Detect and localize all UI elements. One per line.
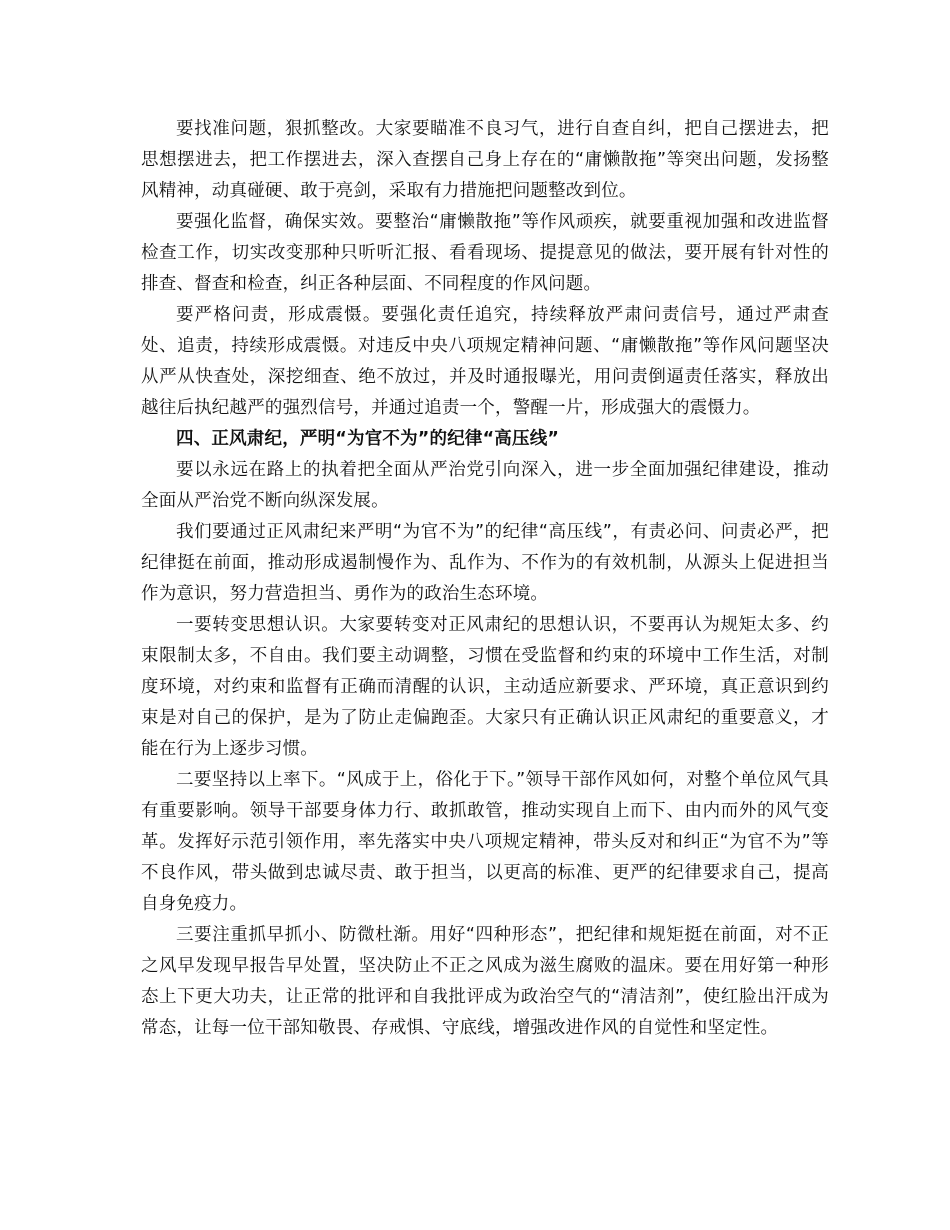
paragraph-change-thinking: 一要转变思想认识。大家要转变对正风肃纪的思想认识，不要再认为规矩太多、约束限制太多，不自由。我们要主动调整，习惯在受监督和约束的环境中工作生活，对制度环境，对约束和监督有正确而清醒的认识，主动适应新要求、严环境，真正意识到约束是对自己的保护，是为了防止走偏跑歪。大家只有正确认识正风肃纪的重要意义，才能在行为上逐步习惯。 (141, 615, 829, 759)
paragraph-strengthen-supervision: 要强化监督，确保实效。要整治“庸懒散拖”等作风顽疾，就要重视加强和改进监督检查工作，切实改变那种只听听汇报、看看现场、提提意见的做法，要开展有针对性的排查、督查和检查，纠正各种层面、不同程度的作风问题。 (141, 212, 829, 294)
paragraph-red-line: 我们要通过正风肃纪来严明“为官不为”的纪律“高压线”，有责必问、问责必严，把纪律挺在前面，推动形成遏制慢作为、乱作为、不作为的有效机制，从源头上促进担当作为意识，努力营造担当、勇作为的政治生态环境。 (141, 522, 829, 604)
paragraph-lead-by-example: 二要坚持以上率下。“风成于上，俗化于下。”领导干部作风如何，对整个单位风气具有重要影响。领导干部要身体力行、敢抓敢管，推动实现自上而下、由内而外的风气变革。发挥好示范引领作用，率先落实中央八项规定精神，带头反对和纠正“为官不为”等不良作风，带头做到忠诚尽责、敢于担当，以更高的标准、更严的纪律要求自己，提高自身免疫力。 (141, 770, 829, 914)
paragraph-early-prevention: 三要注重抓早抓小、防微杜渐。用好“四种形态”，把纪律和规矩挺在前面，对不正之风早发现早报告早处置，坚决防止不正之风成为滋生腐败的温床。要在用好第一种形态上下更大功夫，让正常的批评和自我批评成为政治空气的“清洁剂”，使红脸出汗成为常态，让每一位干部知敬畏、存戒惧、守底线，增强改进作风的自觉性和坚定性。 (141, 925, 829, 1038)
paragraph-rectify-problems: 要找准问题，狠抓整改。大家要瞄准不良习气，进行自查自纠，把自己摆进去，把思想摆进去，把工作摆进去，深入查摆自己身上存在的“庸懒散拖”等突出问题，发扬整风精神，动真碰硬、敢于亮剑，采取有力措施把问题整改到位。 (141, 119, 829, 201)
section-heading-four: 四、正风肃纪，严明“为官不为”的纪律“高压线” (176, 429, 560, 449)
paragraph-deepen-discipline: 要以永远在路上的执着把全面从严治党引向深入，进一步全面加强纪律建设，推动全面从严治党不断向纵深发展。 (141, 460, 829, 511)
paragraph-strict-accountability: 要严格问责，形成震慑。要强化责任追究，持续释放严肃问责信号，通过严肃查处、追责，持续形成震慑。对违反中央八项规定精神问题、“庸懒散拖”等作风问题坚决从严从快查处，深挖细查、绝不放过，并及时通报曝光，用问责倒逼责任落实，释放出越往后执纪越严的强烈信号，并通过追责一个，警醒一片，形成强大的震慑力。 (141, 305, 829, 418)
document-body (141, 114, 829, 1044)
